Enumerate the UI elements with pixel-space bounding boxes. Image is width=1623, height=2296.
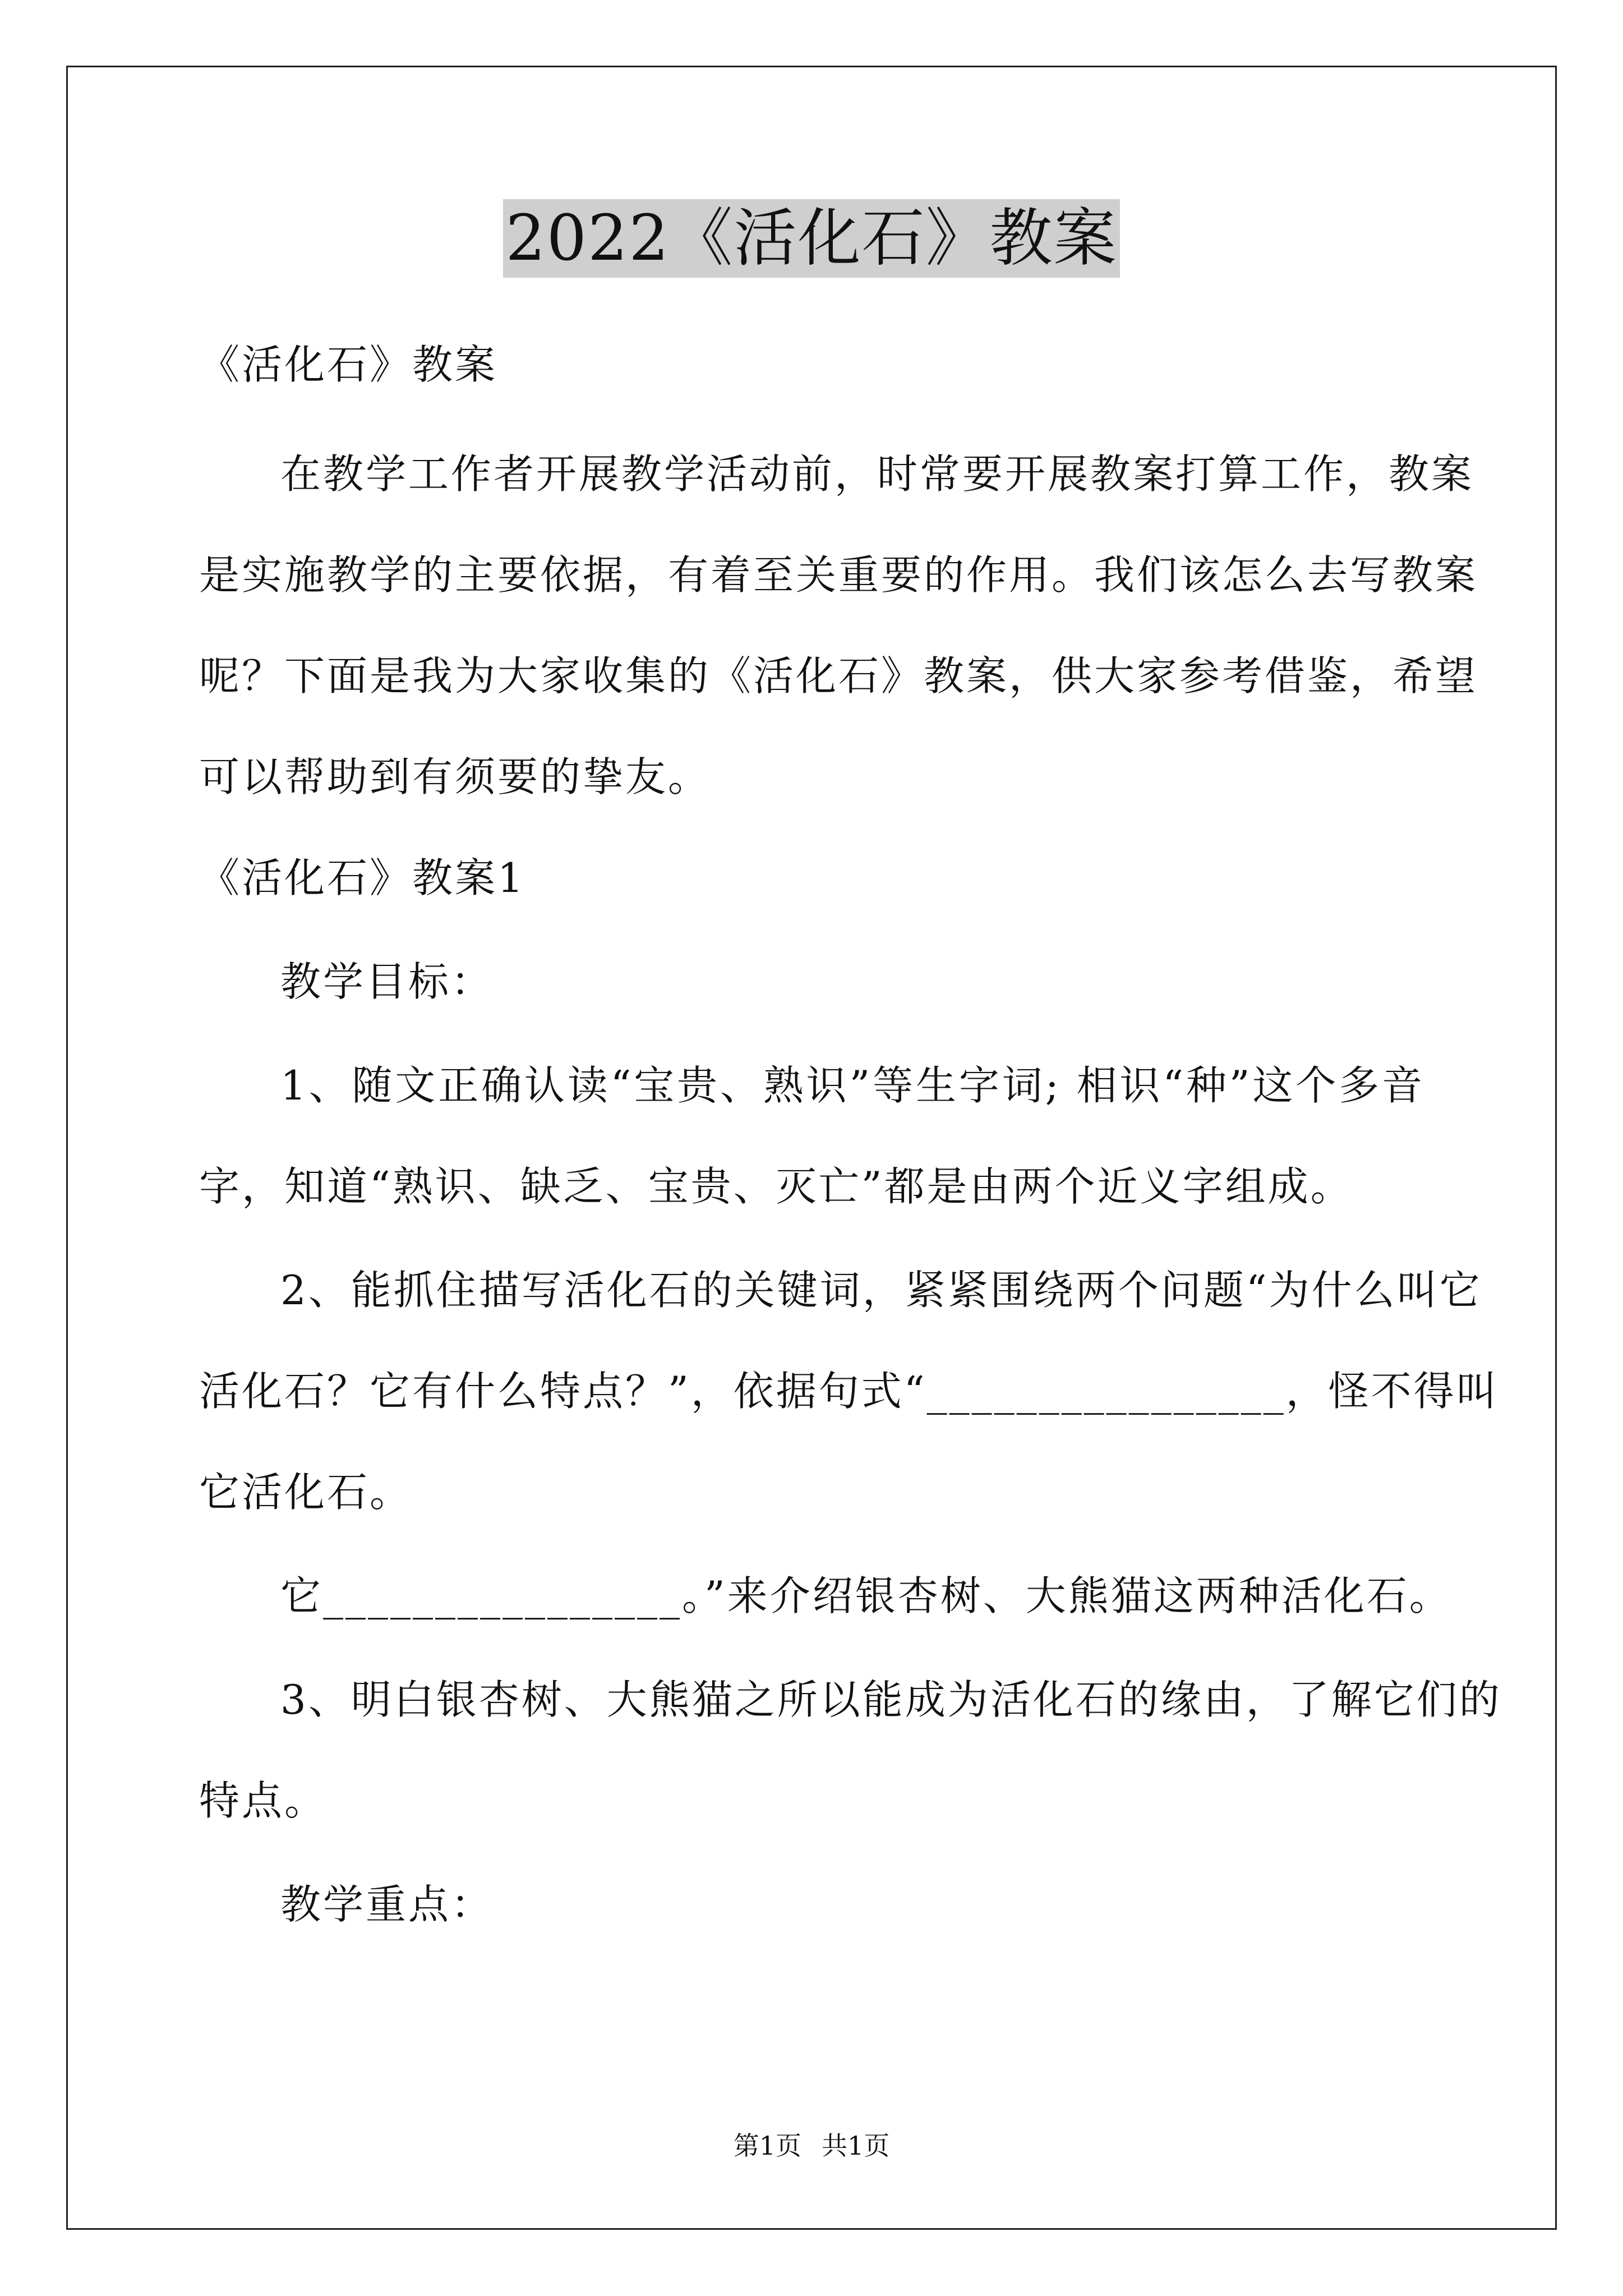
paragraph-line: 可以帮助到有须要的挚友。 [199, 753, 711, 800]
title-container [0, 199, 1623, 278]
document-title: 2022《活化石》教案 [503, 199, 1119, 278]
paragraph-line: 2、能抓住描写活化石的关键词，紧紧围绕两个问题“为什么叫它 [280, 1267, 1482, 1314]
paragraph-line: 它________________。”来介绍银杏树、大熊猫这两种活化石。 [280, 1572, 1452, 1619]
paragraph-line: 活化石？它有什么特点？”，依据句式“________________，怪不得叫 [199, 1368, 1499, 1415]
paragraph-line: 3、明白银杏树、大熊猫之所以能成为活化石的缘由，了解它们的 [280, 1676, 1502, 1723]
paragraph-line: 是实施教学的主要依据，有着至关重要的作用。我们该怎么去写教案 [199, 551, 1478, 599]
section-heading: 《活化石》教案1 [199, 854, 525, 901]
paragraph-line: 特点。 [199, 1777, 328, 1824]
section-heading: 《活化石》教案 [199, 341, 498, 388]
paragraph-line: 它活化石。 [199, 1469, 413, 1516]
paragraph-line: 在教学工作者开展教学活动前，时常要开展教案打算工作，教案 [280, 450, 1474, 498]
page-total: 共1页 [822, 2131, 890, 2161]
paragraph-line: 字，知道“熟识、缺乏、宝贵、灭亡”都是由两个近义字组成。 [199, 1163, 1353, 1210]
page-footer [0, 2129, 1623, 2162]
paragraph-line: 1、随文正确认读“宝贵、熟识”等生字词; 相识“种”这个多音 [280, 1062, 1424, 1109]
paragraph-line: 呢？下面是我为大家收集的《活化石》教案，供大家参考借鉴，希望 [199, 652, 1478, 700]
subheading: 教学目标： [280, 958, 494, 1005]
page-number: 第1页 [733, 2131, 801, 2161]
subheading: 教学重点： [280, 1881, 494, 1928]
